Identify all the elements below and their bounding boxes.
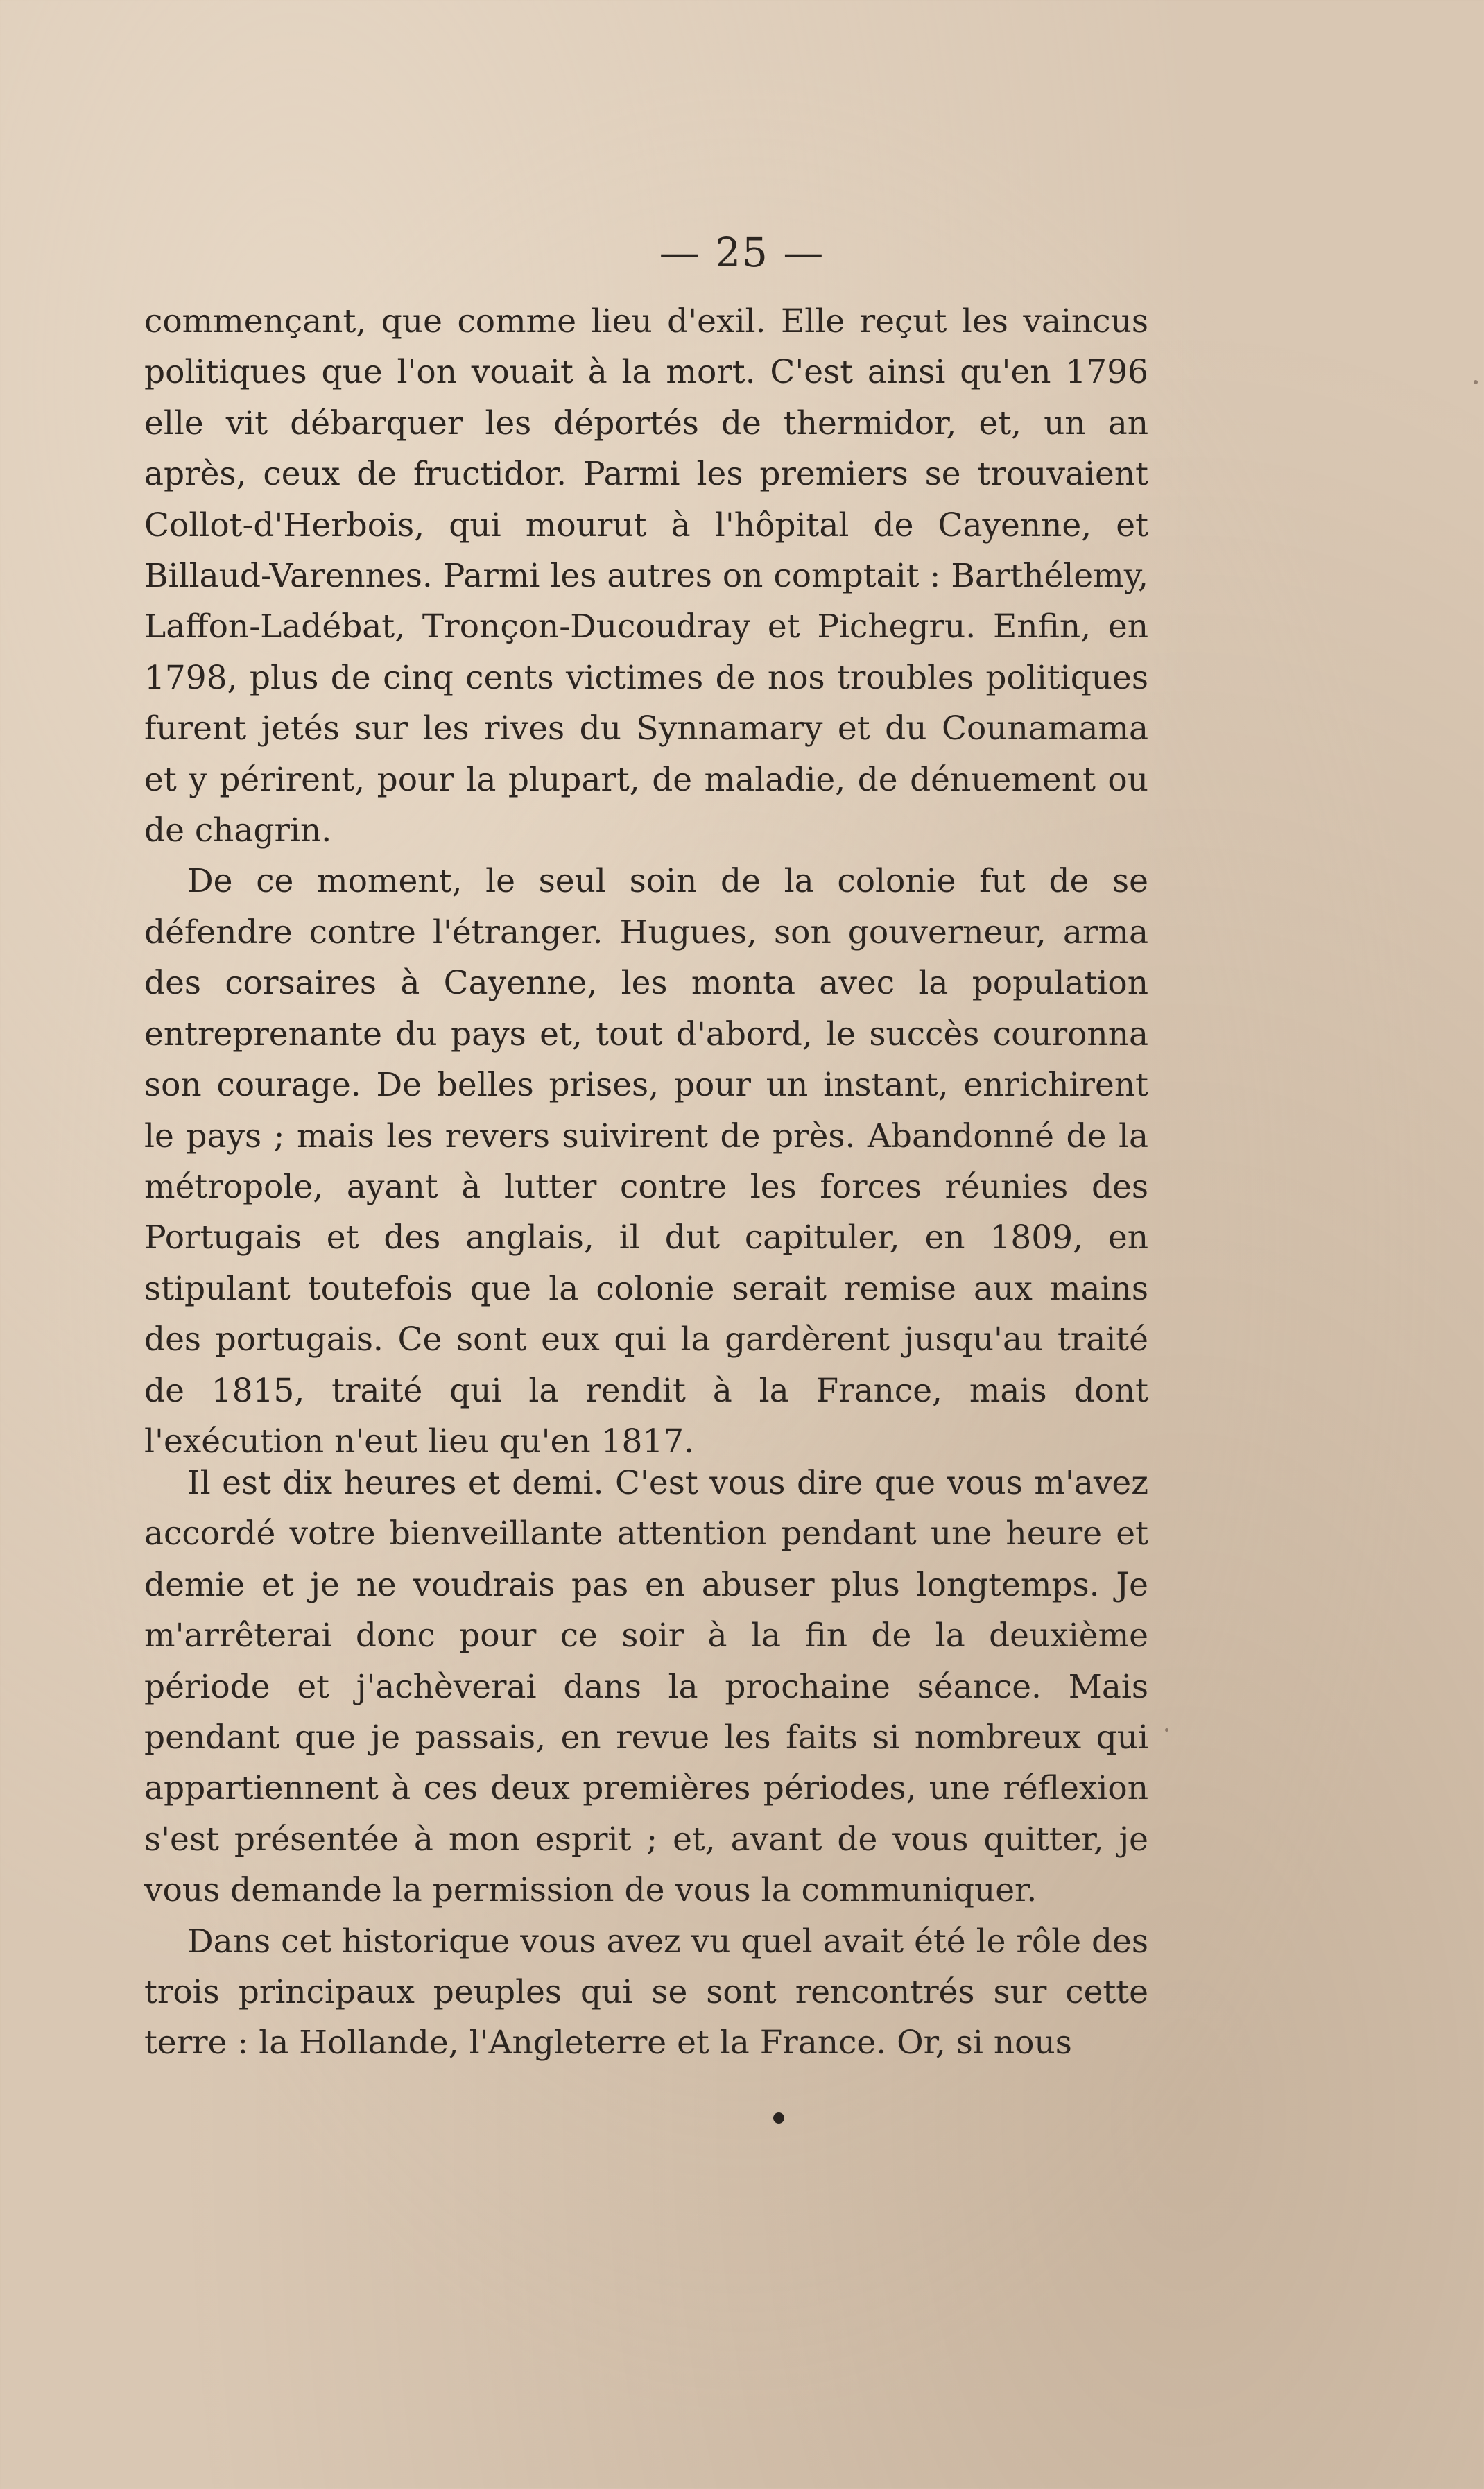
paragraph: De ce moment, le seul soin de la colonie fut de se défendre contre l'étranger. Hugues, son gouverneur, arma des corsaires à Cayenne, les monta avec la population entreprenante du pays et, tout d'abord, le succès couronna son courage. De belles prises, pour un instant, enrichirent le pays ; mais les revers suivirent de près. Abandonné de la métropole, ayant à lutter contre les forces réunies des Portugais et des anglais, il dut capituler, en 1809, en stipulant toutefois que la colonie serait remise aux mains des portugais. Ce sont eux qui la gardèrent jusqu'au traité de 1815, traité qui la rendit à la France, mais dont l'exécution n'eut lieu qu'en 1817. [144,862,1148,1461]
page-number: — 25 — [659,229,825,276]
paper-speck [1165,1728,1168,1732]
paragraph: Il est dix heures et demi. C'est vous dire que vous m'avez accordé votre bienveillante attention pendant une heure et demie et je ne voudrais pas en abuser plus longtemps. Je m'arrêterai donc pour ce soir à la fin de la deuxième période et j'achèverai dans la prochaine séance. Mais pendant que je passais, en revue les faits si nombreux qui appartiennent à ces deux premières périodes, une réflexion s'est présentée à mon esprit ; et, avant de vous quitter, je vous demande la permission de vous la communiquer. [144,1464,1148,1910]
ink-dot-mark [773,2112,784,2124]
paragraph: Dans cet historique vous avez vu quel avait été le rôle des trois principaux peuples qui se sont rencontrés sur cette terre : la Hollande, l'Angleterre et la France. Or, si nous [144,1922,1148,2062]
paragraph: commençant, que comme lieu d'exil. Elle reçut les vaincus politiques que l'on vouait à la mort. C'est ainsi qu'en 1796 elle vit débarquer les déportés de thermidor, et, un an après, ceux de fructidor. Parmi les premiers se trouvaient Collot-d'Herbois, qui mourut à l'hôpital de Cayenne, et Billaud-Varennes. Parmi les autres on comptait : Barthélemy, Laffon-Ladébat, Tronçon-Ducoudray et Pichegru. Enfin, en 1798, plus de cinq cents victimes de nos troubles politiques furent jetés sur les rives du Synnamary et du Counamama et y périrent, pour la plupart, de maladie, de dénuement ou de chagrin. [144,302,1148,850]
text-section-1 [144,296,1148,1467]
paper-speck [1474,380,1478,384]
text-section-2 [144,1458,1148,2069]
